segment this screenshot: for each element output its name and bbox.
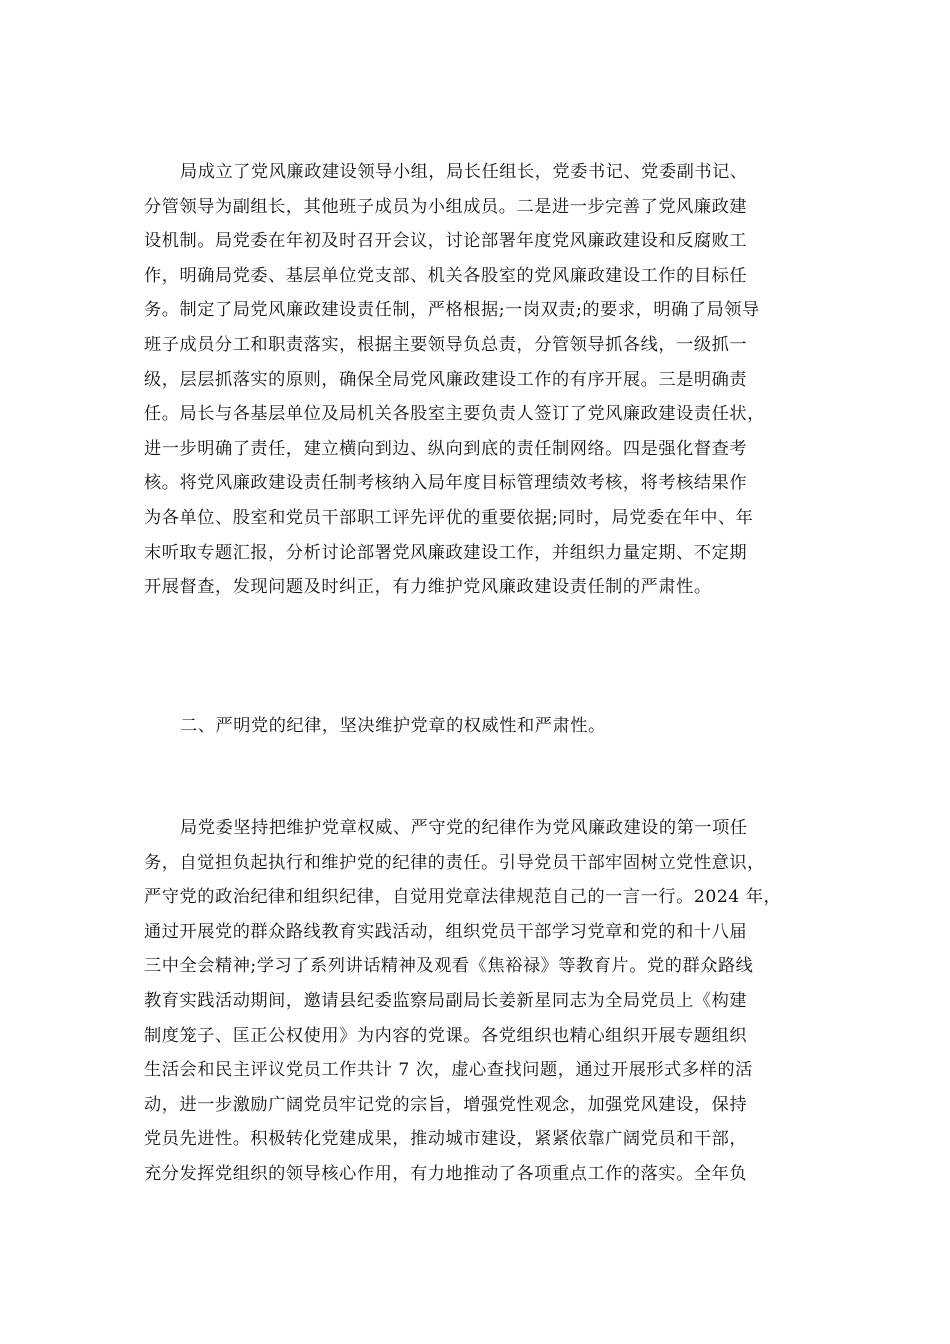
paragraph-line: 进一步明确了责任，建立横向到边、纵向到底的责任制网络。四是强化督查考 xyxy=(144,438,748,459)
paragraph-line: 分管领导为副组长，其他班子成员为小组成员。二是进一步完善了党风廉政建 xyxy=(144,196,748,217)
paragraph-line: 务，自觉担负起执行和维护党的纪律的责任。引导党员干部牢固树立党性意识， xyxy=(144,852,765,873)
paragraph-line: 班子成员分工和职责落实，根据主要领导负总责，分管领导抓各线，一级抓一 xyxy=(144,334,748,355)
section-heading-text: 二、严明党的纪律，坚决维护党章的权威性和严肃性。 xyxy=(180,716,606,736)
paragraph-line: 任。局长与各基层单位及局机关各股室主要负责人签订了党风廉政建设责任状， xyxy=(144,404,765,425)
paragraph-line: 开展督查，发现问题及时纠正，有力维护党风廉政建设责任制的严肃性。 xyxy=(144,577,712,598)
paragraph-line: 通过开展党的群众路线教育实践活动，组织党员干部学习党章和党的和十八届 xyxy=(144,921,748,942)
paragraph-line: 设机制。局党委在年初及时召开会议，讨论部署年度党风廉政建设和反腐败工 xyxy=(144,231,748,252)
paragraph-line: 局成立了党风廉政建设领导小组，局长任组长，党委书记、党委副书记、 xyxy=(180,162,748,182)
paragraph-line: 制度笼子、匡正公权使用》为内容的党课。各党组织也精心组织开展专题组织 xyxy=(144,1025,748,1046)
section-heading xyxy=(144,709,816,744)
paragraph-line: 严守党的政治纪律和组织纪律，自觉用党章法律规范自己的一言一行。2024 年， xyxy=(144,887,782,908)
paragraph-party-discipline xyxy=(144,811,816,1192)
paragraph-line: 局党委坚持把维护党章权威、严守党的纪律作为党风廉政建设的第一项任 xyxy=(180,818,748,838)
paragraph-responsibility-system xyxy=(144,155,816,605)
paragraph-line: 党员先进性。积极转化党建成果，推动城市建设，紧紧依靠广阔党员和干部， xyxy=(144,1129,748,1150)
paragraph-line: 作，明确局党委、基层单位党支部、机关各股室的党风廉政建设工作的目标任 xyxy=(144,265,748,286)
paragraph-line: 务。制定了局党风廉政建设责任制，严格根据;一岗双责;的要求，明确了局领导 xyxy=(144,300,760,321)
paragraph-line: 生活会和民主评议党员工作共计 7 次，虚心查找问题，通过开展形式多样的活 xyxy=(144,1060,753,1081)
paragraph-line: 三中全会精神;学习了系列讲话精神及观看《焦裕禄》等教育片。党的群众路线 xyxy=(144,956,754,977)
paragraph-line: 教育实践活动期间，邀请县纪委监察局副局长姜新星同志为全局党员上《构建 xyxy=(144,990,748,1011)
paragraph-line: 末听取专题汇报，分析讨论部署党风廉政建设工作，并组织力量定期、不定期 xyxy=(144,542,748,563)
paragraph-line: 核。将党风廉政建设责任制考核纳入局年度目标管理绩效考核，将考核结果作 xyxy=(144,473,748,494)
paragraph-line: 充分发挥党组织的领导核心作用，有力地推动了各项重点工作的落实。全年负 xyxy=(144,1163,748,1184)
paragraph-line: 为各单位、股室和党员干部职工评先评优的重要依据;同时，局党委在年中、年 xyxy=(144,507,754,528)
paragraph-line: 动，进一步激励广阔党员牢记党的宗旨，增强党性观念，加强党风建设，保持 xyxy=(144,1094,748,1115)
paragraph-line: 级，层层抓落实的原则，确保全局党风廉政建设工作的有序开展。三是明确责 xyxy=(144,369,748,390)
